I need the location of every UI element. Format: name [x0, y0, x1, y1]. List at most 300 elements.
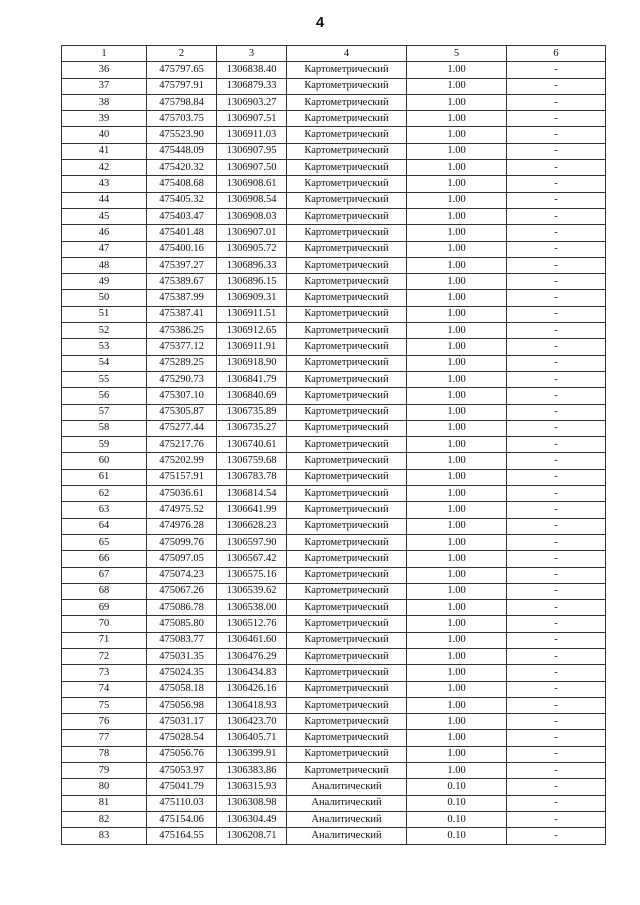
x-coordinate-cell: 475056.76	[147, 746, 217, 762]
table-row	[62, 714, 606, 730]
method-cell: Картометрический	[287, 583, 407, 599]
method-cell: Картометрический	[287, 306, 407, 322]
accuracy-cell: 1.00	[407, 567, 507, 583]
table-row	[62, 453, 606, 469]
point-number-cell: 74	[62, 681, 147, 697]
note-cell: -	[507, 469, 606, 485]
y-coordinate-cell: 1306879.33	[217, 78, 287, 94]
x-coordinate-cell: 475056.98	[147, 697, 217, 713]
point-number-cell: 73	[62, 665, 147, 681]
accuracy-cell: 1.00	[407, 518, 507, 534]
accuracy-cell: 1.00	[407, 323, 507, 339]
x-coordinate-cell: 475074.23	[147, 567, 217, 583]
x-coordinate-cell: 475307.10	[147, 388, 217, 404]
x-coordinate-cell: 475290.73	[147, 371, 217, 387]
method-cell: Картометрический	[287, 648, 407, 664]
accuracy-cell: 0.10	[407, 811, 507, 827]
accuracy-cell: 1.00	[407, 616, 507, 632]
table-row	[62, 486, 606, 502]
method-cell: Картометрический	[287, 127, 407, 143]
point-number-cell: 68	[62, 583, 147, 599]
y-coordinate-cell: 1306907.50	[217, 160, 287, 176]
accuracy-cell: 1.00	[407, 241, 507, 257]
x-coordinate-cell: 475703.75	[147, 111, 217, 127]
note-cell: -	[507, 355, 606, 371]
column-header: 5	[407, 46, 507, 62]
method-cell: Аналитический	[287, 779, 407, 795]
y-coordinate-cell: 1306908.54	[217, 192, 287, 208]
x-coordinate-cell: 474976.28	[147, 518, 217, 534]
method-cell: Картометрический	[287, 290, 407, 306]
table-row	[62, 730, 606, 746]
method-cell: Картометрический	[287, 176, 407, 192]
y-coordinate-cell: 1306907.95	[217, 143, 287, 159]
y-coordinate-cell: 1306740.61	[217, 437, 287, 453]
method-cell: Картометрический	[287, 681, 407, 697]
method-cell: Картометрический	[287, 371, 407, 387]
table-row	[62, 665, 606, 681]
x-coordinate-cell: 475397.27	[147, 257, 217, 273]
note-cell: -	[507, 241, 606, 257]
y-coordinate-cell: 1306208.71	[217, 828, 287, 844]
table-row	[62, 632, 606, 648]
point-number-cell: 65	[62, 534, 147, 550]
point-number-cell: 41	[62, 143, 147, 159]
x-coordinate-cell: 475058.18	[147, 681, 217, 697]
note-cell: -	[507, 551, 606, 567]
accuracy-cell: 1.00	[407, 681, 507, 697]
point-number-cell: 66	[62, 551, 147, 567]
table-row	[62, 176, 606, 192]
point-number-cell: 47	[62, 241, 147, 257]
accuracy-cell: 1.00	[407, 730, 507, 746]
point-number-cell: 59	[62, 437, 147, 453]
method-cell: Картометрический	[287, 143, 407, 159]
method-cell: Картометрический	[287, 437, 407, 453]
accuracy-cell: 1.00	[407, 697, 507, 713]
note-cell: -	[507, 697, 606, 713]
note-cell: -	[507, 208, 606, 224]
accuracy-cell: 1.00	[407, 534, 507, 550]
note-cell: -	[507, 306, 606, 322]
method-cell: Картометрический	[287, 192, 407, 208]
y-coordinate-cell: 1306840.69	[217, 388, 287, 404]
note-cell: -	[507, 225, 606, 241]
method-cell: Картометрический	[287, 567, 407, 583]
point-number-cell: 44	[62, 192, 147, 208]
method-cell: Картометрический	[287, 225, 407, 241]
method-cell: Картометрический	[287, 323, 407, 339]
table-row	[62, 192, 606, 208]
table-row	[62, 371, 606, 387]
table-row	[62, 274, 606, 290]
table-row	[62, 225, 606, 241]
x-coordinate-cell: 475031.17	[147, 714, 217, 730]
table-row	[62, 437, 606, 453]
table-row	[62, 828, 606, 844]
x-coordinate-cell: 475523.90	[147, 127, 217, 143]
coordinates-table	[61, 45, 606, 845]
method-cell: Картометрический	[287, 746, 407, 762]
point-number-cell: 36	[62, 62, 147, 78]
x-coordinate-cell: 474975.52	[147, 502, 217, 518]
note-cell: -	[507, 143, 606, 159]
note-cell: -	[507, 518, 606, 534]
method-cell: Картометрический	[287, 208, 407, 224]
accuracy-cell: 1.00	[407, 127, 507, 143]
table-row	[62, 616, 606, 632]
table-row	[62, 551, 606, 567]
table-row	[62, 241, 606, 257]
note-cell: -	[507, 811, 606, 827]
y-coordinate-cell: 1306426.16	[217, 681, 287, 697]
y-coordinate-cell: 1306308.98	[217, 795, 287, 811]
accuracy-cell: 1.00	[407, 143, 507, 159]
accuracy-cell: 1.00	[407, 714, 507, 730]
y-coordinate-cell: 1306907.51	[217, 111, 287, 127]
note-cell: -	[507, 681, 606, 697]
method-cell: Аналитический	[287, 795, 407, 811]
x-coordinate-cell: 475387.99	[147, 290, 217, 306]
method-cell: Картометрический	[287, 453, 407, 469]
table-body	[62, 62, 606, 844]
table-row	[62, 567, 606, 583]
method-cell: Картометрический	[287, 730, 407, 746]
accuracy-cell: 1.00	[407, 502, 507, 518]
note-cell: -	[507, 257, 606, 273]
x-coordinate-cell: 475400.16	[147, 241, 217, 257]
y-coordinate-cell: 1306911.51	[217, 306, 287, 322]
note-cell: -	[507, 94, 606, 110]
note-cell: -	[507, 78, 606, 94]
note-cell: -	[507, 453, 606, 469]
note-cell: -	[507, 795, 606, 811]
accuracy-cell: 1.00	[407, 62, 507, 78]
point-number-cell: 43	[62, 176, 147, 192]
y-coordinate-cell: 1306911.03	[217, 127, 287, 143]
note-cell: -	[507, 404, 606, 420]
method-cell: Аналитический	[287, 828, 407, 844]
y-coordinate-cell: 1306838.40	[217, 62, 287, 78]
method-cell: Картометрический	[287, 518, 407, 534]
note-cell: -	[507, 176, 606, 192]
column-header: 4	[287, 46, 407, 62]
x-coordinate-cell: 475110.03	[147, 795, 217, 811]
point-number-cell: 75	[62, 697, 147, 713]
x-coordinate-cell: 475086.78	[147, 600, 217, 616]
point-number-cell: 48	[62, 257, 147, 273]
note-cell: -	[507, 323, 606, 339]
accuracy-cell: 1.00	[407, 648, 507, 664]
accuracy-cell: 1.00	[407, 420, 507, 436]
point-number-cell: 82	[62, 811, 147, 827]
y-coordinate-cell: 1306908.61	[217, 176, 287, 192]
point-number-cell: 71	[62, 632, 147, 648]
x-coordinate-cell: 475403.47	[147, 208, 217, 224]
method-cell: Картометрический	[287, 355, 407, 371]
x-coordinate-cell: 475797.91	[147, 78, 217, 94]
table-row	[62, 62, 606, 78]
method-cell: Картометрический	[287, 632, 407, 648]
x-coordinate-cell: 475053.97	[147, 763, 217, 779]
accuracy-cell: 0.10	[407, 828, 507, 844]
x-coordinate-cell: 475420.32	[147, 160, 217, 176]
y-coordinate-cell: 1306461.60	[217, 632, 287, 648]
point-number-cell: 42	[62, 160, 147, 176]
column-header: 3	[217, 46, 287, 62]
note-cell: -	[507, 111, 606, 127]
table-row	[62, 355, 606, 371]
point-number-cell: 49	[62, 274, 147, 290]
accuracy-cell: 1.00	[407, 453, 507, 469]
note-cell: -	[507, 420, 606, 436]
y-coordinate-cell: 1306909.31	[217, 290, 287, 306]
accuracy-cell: 1.00	[407, 94, 507, 110]
table-row	[62, 94, 606, 110]
point-number-cell: 67	[62, 567, 147, 583]
y-coordinate-cell: 1306735.27	[217, 420, 287, 436]
point-number-cell: 79	[62, 763, 147, 779]
note-cell: -	[507, 388, 606, 404]
point-number-cell: 72	[62, 648, 147, 664]
x-coordinate-cell: 475099.76	[147, 534, 217, 550]
y-coordinate-cell: 1306512.76	[217, 616, 287, 632]
table-row	[62, 208, 606, 224]
accuracy-cell: 1.00	[407, 486, 507, 502]
table-row	[62, 111, 606, 127]
table-row	[62, 534, 606, 550]
y-coordinate-cell: 1306908.03	[217, 208, 287, 224]
x-coordinate-cell: 475154.06	[147, 811, 217, 827]
x-coordinate-cell: 475377.12	[147, 339, 217, 355]
method-cell: Картометрический	[287, 241, 407, 257]
point-number-cell: 51	[62, 306, 147, 322]
accuracy-cell: 1.00	[407, 388, 507, 404]
note-cell: -	[507, 746, 606, 762]
point-number-cell: 64	[62, 518, 147, 534]
point-number-cell: 78	[62, 746, 147, 762]
accuracy-cell: 1.00	[407, 78, 507, 94]
accuracy-cell: 1.00	[407, 404, 507, 420]
note-cell: -	[507, 583, 606, 599]
method-cell: Аналитический	[287, 811, 407, 827]
x-coordinate-cell: 475386.25	[147, 323, 217, 339]
x-coordinate-cell: 475028.54	[147, 730, 217, 746]
accuracy-cell: 1.00	[407, 111, 507, 127]
note-cell: -	[507, 714, 606, 730]
table-row	[62, 600, 606, 616]
table-row	[62, 420, 606, 436]
point-number-cell: 76	[62, 714, 147, 730]
method-cell: Картометрический	[287, 469, 407, 485]
x-coordinate-cell: 475041.79	[147, 779, 217, 795]
note-cell: -	[507, 437, 606, 453]
note-cell: -	[507, 730, 606, 746]
x-coordinate-cell: 475277.44	[147, 420, 217, 436]
x-coordinate-cell: 475405.32	[147, 192, 217, 208]
y-coordinate-cell: 1306628.23	[217, 518, 287, 534]
method-cell: Картометрический	[287, 600, 407, 616]
point-number-cell: 63	[62, 502, 147, 518]
table-row	[62, 518, 606, 534]
method-cell: Картометрический	[287, 502, 407, 518]
table-row	[62, 127, 606, 143]
x-coordinate-cell: 475164.55	[147, 828, 217, 844]
point-number-cell: 77	[62, 730, 147, 746]
note-cell: -	[507, 648, 606, 664]
note-cell: -	[507, 486, 606, 502]
y-coordinate-cell: 1306903.27	[217, 94, 287, 110]
note-cell: -	[507, 371, 606, 387]
accuracy-cell: 1.00	[407, 355, 507, 371]
column-header: 1	[62, 46, 147, 62]
note-cell: -	[507, 62, 606, 78]
note-cell: -	[507, 534, 606, 550]
point-number-cell: 46	[62, 225, 147, 241]
note-cell: -	[507, 290, 606, 306]
point-number-cell: 45	[62, 208, 147, 224]
table-row	[62, 583, 606, 599]
table-row	[62, 697, 606, 713]
y-coordinate-cell: 1306905.72	[217, 241, 287, 257]
point-number-cell: 37	[62, 78, 147, 94]
note-cell: -	[507, 779, 606, 795]
accuracy-cell: 1.00	[407, 160, 507, 176]
point-number-cell: 83	[62, 828, 147, 844]
y-coordinate-cell: 1306575.16	[217, 567, 287, 583]
accuracy-cell: 1.00	[407, 600, 507, 616]
y-coordinate-cell: 1306423.70	[217, 714, 287, 730]
x-coordinate-cell: 475097.05	[147, 551, 217, 567]
method-cell: Картометрический	[287, 404, 407, 420]
table-row	[62, 795, 606, 811]
accuracy-cell: 1.00	[407, 225, 507, 241]
point-number-cell: 56	[62, 388, 147, 404]
y-coordinate-cell: 1306783.78	[217, 469, 287, 485]
y-coordinate-cell: 1306434.83	[217, 665, 287, 681]
y-coordinate-cell: 1306405.71	[217, 730, 287, 746]
accuracy-cell: 1.00	[407, 469, 507, 485]
x-coordinate-cell: 475031.35	[147, 648, 217, 664]
note-cell: -	[507, 828, 606, 844]
method-cell: Картометрический	[287, 111, 407, 127]
accuracy-cell: 1.00	[407, 192, 507, 208]
x-coordinate-cell: 475067.26	[147, 583, 217, 599]
note-cell: -	[507, 160, 606, 176]
table-header	[62, 46, 606, 62]
note-cell: -	[507, 127, 606, 143]
point-number-cell: 70	[62, 616, 147, 632]
x-coordinate-cell: 475083.77	[147, 632, 217, 648]
y-coordinate-cell: 1306538.00	[217, 600, 287, 616]
point-number-cell: 60	[62, 453, 147, 469]
method-cell: Картометрический	[287, 78, 407, 94]
table-row	[62, 143, 606, 159]
x-coordinate-cell: 475217.76	[147, 437, 217, 453]
note-cell: -	[507, 567, 606, 583]
method-cell: Картометрический	[287, 62, 407, 78]
x-coordinate-cell: 475305.87	[147, 404, 217, 420]
table-row	[62, 257, 606, 273]
note-cell: -	[507, 632, 606, 648]
accuracy-cell: 1.00	[407, 632, 507, 648]
x-coordinate-cell: 475024.35	[147, 665, 217, 681]
note-cell: -	[507, 665, 606, 681]
note-cell: -	[507, 763, 606, 779]
accuracy-cell: 1.00	[407, 339, 507, 355]
table-row	[62, 323, 606, 339]
table-row	[62, 681, 606, 697]
point-number-cell: 62	[62, 486, 147, 502]
method-cell: Картометрический	[287, 94, 407, 110]
point-number-cell: 80	[62, 779, 147, 795]
y-coordinate-cell: 1306918.90	[217, 355, 287, 371]
x-coordinate-cell: 475798.84	[147, 94, 217, 110]
method-cell: Картометрический	[287, 697, 407, 713]
x-coordinate-cell: 475389.67	[147, 274, 217, 290]
table-row	[62, 339, 606, 355]
y-coordinate-cell: 1306304.49	[217, 811, 287, 827]
accuracy-cell: 1.00	[407, 306, 507, 322]
point-number-cell: 40	[62, 127, 147, 143]
y-coordinate-cell: 1306315.93	[217, 779, 287, 795]
note-cell: -	[507, 274, 606, 290]
accuracy-cell: 1.00	[407, 208, 507, 224]
point-number-cell: 39	[62, 111, 147, 127]
y-coordinate-cell: 1306912.65	[217, 323, 287, 339]
x-coordinate-cell: 475387.41	[147, 306, 217, 322]
x-coordinate-cell: 475202.99	[147, 453, 217, 469]
x-coordinate-cell: 475401.48	[147, 225, 217, 241]
point-number-cell: 54	[62, 355, 147, 371]
method-cell: Картометрический	[287, 551, 407, 567]
y-coordinate-cell: 1306597.90	[217, 534, 287, 550]
method-cell: Картометрический	[287, 388, 407, 404]
y-coordinate-cell: 1306907.01	[217, 225, 287, 241]
x-coordinate-cell: 475408.68	[147, 176, 217, 192]
table-row	[62, 779, 606, 795]
point-number-cell: 61	[62, 469, 147, 485]
method-cell: Картометрический	[287, 420, 407, 436]
accuracy-cell: 1.00	[407, 665, 507, 681]
accuracy-cell: 0.10	[407, 779, 507, 795]
method-cell: Картометрический	[287, 274, 407, 290]
accuracy-cell: 0.10	[407, 795, 507, 811]
y-coordinate-cell: 1306418.93	[217, 697, 287, 713]
table-row	[62, 306, 606, 322]
point-number-cell: 53	[62, 339, 147, 355]
column-header: 2	[147, 46, 217, 62]
accuracy-cell: 1.00	[407, 763, 507, 779]
table-row	[62, 78, 606, 94]
accuracy-cell: 1.00	[407, 257, 507, 273]
table-row	[62, 648, 606, 664]
method-cell: Картометрический	[287, 486, 407, 502]
point-number-cell: 81	[62, 795, 147, 811]
accuracy-cell: 1.00	[407, 551, 507, 567]
y-coordinate-cell: 1306814.54	[217, 486, 287, 502]
accuracy-cell: 1.00	[407, 176, 507, 192]
x-coordinate-cell: 475085.80	[147, 616, 217, 632]
method-cell: Картометрический	[287, 616, 407, 632]
accuracy-cell: 1.00	[407, 583, 507, 599]
method-cell: Картометрический	[287, 665, 407, 681]
point-number-cell: 55	[62, 371, 147, 387]
method-cell: Картометрический	[287, 714, 407, 730]
accuracy-cell: 1.00	[407, 274, 507, 290]
header-row	[62, 46, 606, 62]
x-coordinate-cell: 475157.91	[147, 469, 217, 485]
